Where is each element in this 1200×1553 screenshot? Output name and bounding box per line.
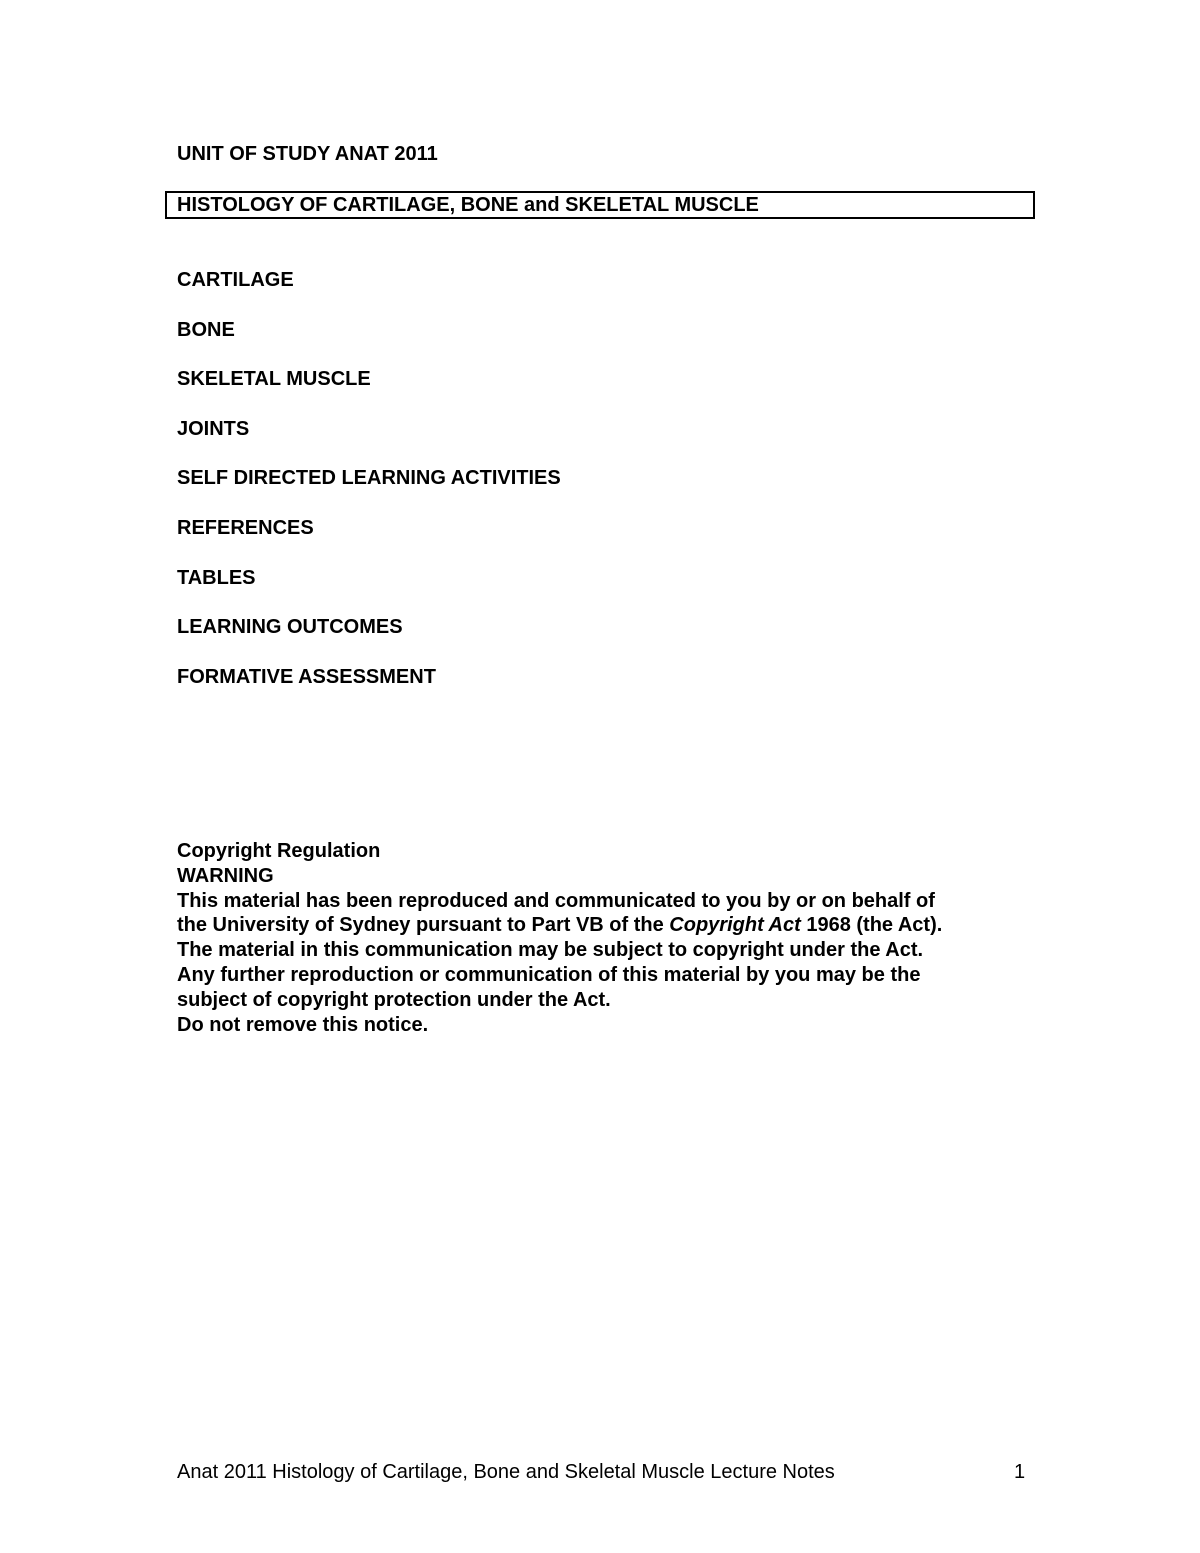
contents-item-skeletal-muscle: SKELETAL MUSCLE xyxy=(177,368,371,391)
contents-item-joints: JOINTS xyxy=(177,417,250,440)
copyright-heading: Copyright Regulation xyxy=(177,840,381,862)
contents-item-bone: BONE xyxy=(177,318,235,341)
contents-item-self-directed-learning: SELF DIRECTED LEARNING ACTIVITIES xyxy=(177,467,561,490)
copyright-notice xyxy=(177,839,1077,1037)
footer-title: Anat 2011 Histology of Cartilage, Bone and Skeletal Muscle Lecture Notes xyxy=(177,1461,835,1483)
contents-item-references: REFERENCES xyxy=(177,516,314,539)
copyright-line-1: This material has been reproduced and communicated to you by or on behalf of xyxy=(177,889,935,912)
contents-item-formative-assessment: FORMATIVE ASSESSMENT xyxy=(177,665,436,688)
copyright-line-6: Do not remove this notice. xyxy=(177,1013,429,1036)
unit-title: UNIT OF STUDY ANAT 2011 xyxy=(177,143,438,165)
contents-list xyxy=(177,268,561,714)
document-title-box xyxy=(165,191,1035,219)
document-title: HISTOLOGY OF CARTILAGE, BONE and SKELETAL MUSCLE xyxy=(177,194,759,216)
copyright-line-2-end: 1968 (the Act). xyxy=(800,914,943,937)
copyright-line-3: The material in this communication may be subject to copyright under the Act. xyxy=(177,939,924,962)
contents-item-learning-outcomes: LEARNING OUTCOMES xyxy=(177,616,403,639)
copyright-line-2 xyxy=(177,913,1077,938)
copyright-line-5: subject of copyright protection under the Act. xyxy=(177,988,611,1011)
copyright-act-name: Copyright Act xyxy=(669,914,801,937)
page-number: 1 xyxy=(1014,1461,1026,1483)
copyright-line-4: Any further reproduction or communication of this material by you may be the xyxy=(177,963,921,986)
copyright-warning: WARNING xyxy=(177,864,274,887)
contents-item-cartilage: CARTILAGE xyxy=(177,269,294,291)
copyright-line-2-start: the University of Sydney pursuant to Part VB of the xyxy=(177,914,670,937)
contents-item-tables: TABLES xyxy=(177,566,256,589)
